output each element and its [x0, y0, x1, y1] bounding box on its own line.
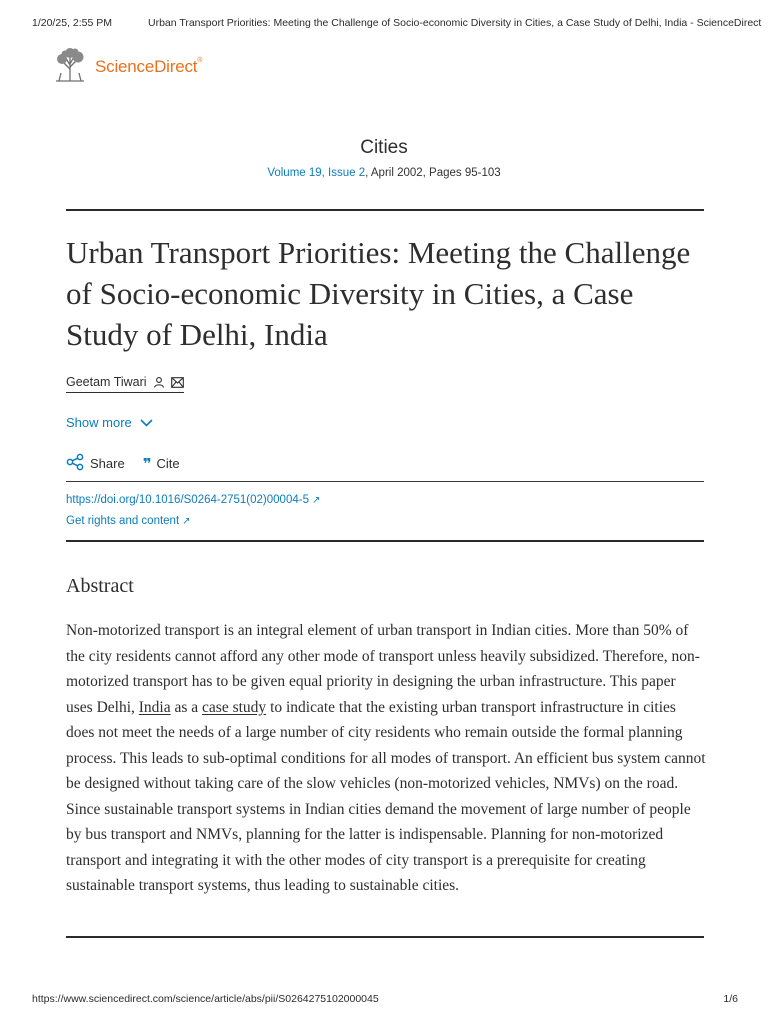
show-more-button[interactable]: [66, 415, 153, 430]
abstract-part: Non-motorized transport is an integral element of urban transport in Indian cities. More than 50% of the city residents cannot afford any other mode of transport unless heavily subsidized. Therefore, non-motorized transport has to be given equal priority in designing the urban infrastructure. This paper uses Delhi,: [66, 622, 700, 716]
chevron-down-icon: [140, 415, 153, 430]
external-link-icon: ↗: [311, 495, 321, 506]
print-timestamp: 1/20/25, 2:55 PM: [32, 17, 112, 29]
show-more-label: Show more: [66, 415, 132, 430]
print-page-title: Urban Transport Priorities: Meeting the Challenge of Socio-economic Diversity in Cities, a Case Study of Delhi, India - ScienceDirect: [148, 17, 762, 29]
doi-text: https://doi.org/10.1016/S0264-2751(02)00004-5: [66, 494, 309, 506]
issue-line: [0, 167, 768, 179]
cite-button[interactable]: [143, 455, 180, 473]
divider: [66, 209, 704, 211]
envelope-icon: [171, 377, 184, 388]
divider: [66, 481, 704, 482]
doi-link[interactable]: [66, 494, 320, 506]
divider: [66, 540, 704, 542]
india-link[interactable]: India: [138, 698, 171, 716]
article-title: Urban Transport Priorities: Meeting the Challenge of Socio-economic Diversity in Cities, a Case Study of Delhi, India: [66, 235, 691, 352]
rights-text: Get rights and content: [66, 515, 180, 527]
external-link-icon: ↗: [182, 516, 191, 527]
volume-issue-link[interactable]: Volume 19, Issue 2: [267, 167, 366, 179]
issue-date-pages: , April 2002, Pages 95-103: [365, 167, 501, 179]
abstract-part: to indicate that the existing urban transport infrastructure in cities does not meet the needs of a large number of city residents who remain outside the formal planning process. This leads to sub-optimal conditions for all modes of transport. An efficient bus system cannot be designed without taking care of the slow vehicles (non-motorized vehicles, NMVs) on the road. Since sustainable transport systems in Indian cities demand the movement of large number of people by bus transport and NMVs, planning for the latter is indispensable. Planning for non-motorized transport and integrating it with the other modes of city transport is a prerequisite for creating sustainable transport systems, thus leading to sustainable cities.: [66, 698, 706, 894]
cite-label: Cite: [156, 456, 180, 471]
share-icon: [66, 453, 84, 474]
case-study-link[interactable]: case study: [202, 698, 267, 716]
share-label: Share: [90, 456, 125, 471]
sciencedirect-logo[interactable]: [95, 57, 202, 77]
print-url: https://www.sciencedirect.com/science/article/abs/pii/S0264275102000045: [32, 993, 379, 1005]
brand-mark: ®: [197, 57, 203, 64]
author-name: Geetam Tiwari: [66, 375, 147, 389]
article-actions: [66, 453, 198, 474]
brand-name: ScienceDirect: [95, 57, 198, 76]
abstract-text: [66, 618, 706, 899]
print-page-number: 1/6: [723, 993, 738, 1005]
elsevier-tree-icon[interactable]: [50, 45, 90, 85]
share-button[interactable]: [66, 453, 125, 474]
author-link[interactable]: [66, 375, 184, 393]
divider: [66, 936, 704, 938]
quote-icon: ❞: [142, 454, 151, 473]
abstract-heading: Abstract: [66, 575, 134, 597]
journal-name[interactable]: Cities: [360, 137, 408, 158]
rights-link[interactable]: [66, 515, 191, 527]
person-icon: [153, 376, 165, 388]
abstract-part: as a: [170, 698, 203, 716]
